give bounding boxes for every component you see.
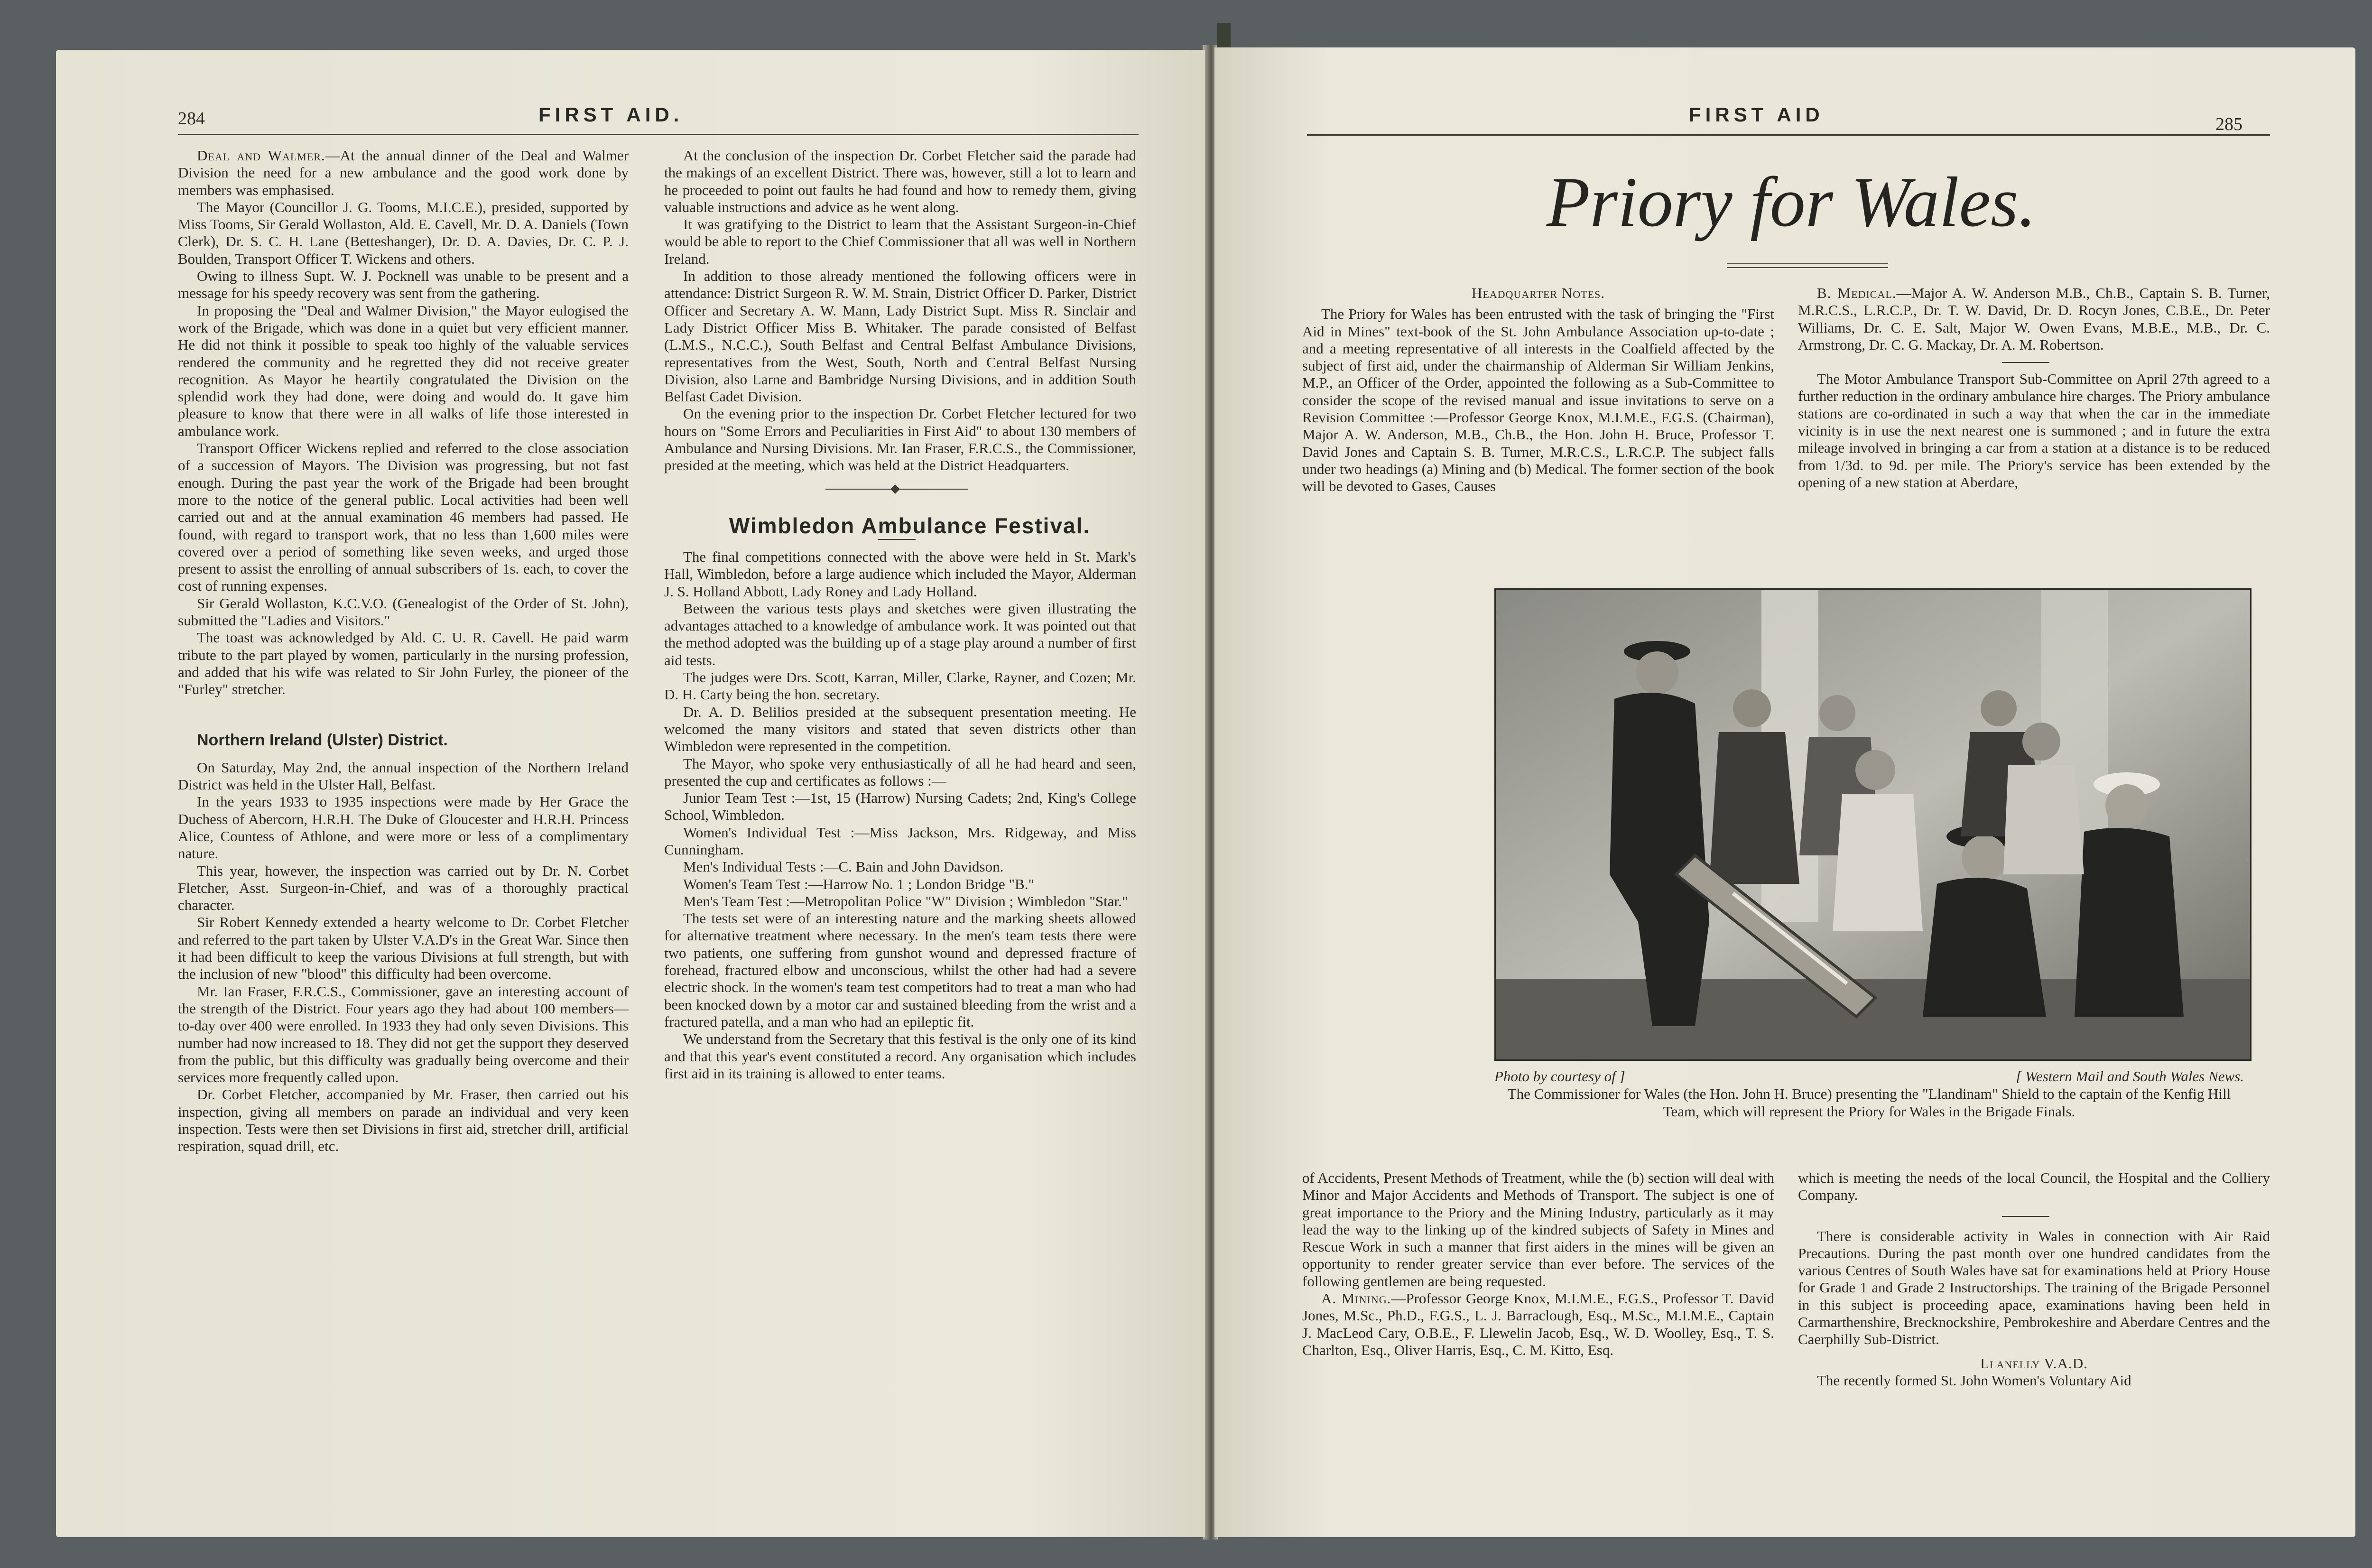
paragraph: —At the annual dinner of the Deal and Walmer Division the need for a new ambulance and the good work done by members was emphasised. — [178, 147, 629, 198]
paragraph: Mr. Ian Fraser, F.R.C.S., Commissioner, gave an interesting account of the strength of the District. Four years ago they had about 100 members—to-day over 400 were enrolled. In 1933 they had only seven Divisions. This number had now increased to 18. They did not get the support they deserved from the public, but this difficulty was gradually being overcome and their services more frequently called upon. — [178, 983, 629, 1086]
paragraph: We understand from the Secretary that this festival is the only one of its kind and that this year's event constituted a record. Any organisation which includes first aid in its training is allowed to enter teams. — [664, 1030, 1136, 1082]
paragraph: There is considerable activity in Wales in connection with Air Raid Precautions. During the past month over one hundred candidates from the various Centres of South Wales have sat for examinations held at Priory House for Grade 1 and Grade 2 Instructorships. The training of the Brigade Personnel in this subject is proceeding apace, examinations having been held in Carmarthenshire, Brecknockshire, Pembrokeshire and Aberdare Centres and the Caerphilly Sub-District. — [1798, 1227, 2270, 1348]
paragraph: The Priory for Wales has been entrusted with the task of bringing the "First Aid in Mines" text-book of the St. John Ambulance Association up-to-date ; and a meeting representative of all interests in the Coalfield affected by the subject of first aid, under the chairmanship of Alderman Sir William Jenkins, M.P., an Officer of the Order, appointed the following as a Sub-Committee to consider the scope of the revised manual and issue invitations to serve on a Revision Committee :—Professor George Knox, M.I.M.E., F.G.S. (Chairman), Major A. W. Anderson, M.B., Ch.B., the Hon. John H. Bruce, Professor T. David Jones and Captain S. B. Turner, M.R.C.S., L.R.C.P. The subject falls under two headings (a) Mining and (b) Medical. The former section of the book will be devoted to Gases, Causes — [1302, 306, 1774, 495]
presentation-photo — [1494, 588, 2252, 1061]
paragraph: Transport Officer Wickens replied and referred to the close association of a succession of Mayors. The Division was progressing, but not fast enough. During the past year the work of the Brigade had been brought more to the notice of the general public. Local activities had been well carried out and at the annual examination 46 members had passed. He found, with regard to transport work, that no less than 1,600 miles were covered over a period of something like seven weeks, and urged those present to assist the enrolling of annual subscribers of 1s. each, to cover the cost of running expenses. — [178, 440, 629, 594]
paragraph: —Major A. W. Anderson M.B., Ch.B., Captain S. B. Turner, M.R.C.S., L.R.C.P., Dr. T. W. David, Dr. D. Rocyn Jones, C.B.E., Dr. Peter Williams, Dr. C. E. Salt, Major W. Owen Evans, M.B.E., M.B., Dr. C. Armstrong, Dr. C. G. Mackay, Dr. A. M. Robertson. — [1798, 285, 2270, 353]
right-column-1-lower — [1302, 1169, 1774, 1359]
left-running-header: FIRST AID. — [538, 103, 684, 126]
left-header-rule — [178, 134, 1139, 135]
mining-heading: A. Mining. — [1321, 1290, 1391, 1307]
paragraph: On the evening prior to the inspection Dr. Corbet Fletcher lectured for two hours on "Some Errors and Peculiarities in First Aid" to about 130 members of Ambulance and Nursing Divisions. Mr. Ian Fraser, F.R.C.S., the Commissioner, presided at the meeting, which was held at the District Headquarters. — [664, 405, 1136, 474]
paragraph: The judges were Drs. Scott, Karran, Miller, Clarke, Rayner, and Cozen; Mr. D. H. Carty being the hon. secretary. — [664, 669, 1136, 703]
right-running-header: FIRST AID — [1689, 103, 1824, 126]
paragraph: Sir Robert Kennedy extended a hearty welcome to Dr. Corbet Fletcher and referred to the part taken by Ulster V.A.D's in the Great War. Since then it had been difficult to keep the various Divisions at full strength, but with the inclusion of new "blood" this difficulty had been overcome. — [178, 914, 629, 983]
paragraph: Sir Gerald Wollaston, K.C.V.O. (Genealogist of the Order of St. John), submitted the "Ladies and Visitors." — [178, 594, 629, 629]
paragraph: Men's Individual Tests :—C. Bain and John Davidson. — [683, 858, 1004, 875]
paragraph: In proposing the "Deal and Walmer Division," the Mayor eulogised the work of the Brigade, which was done in a quiet but very efficient manner. He did not think it possible to speak too highly of the valuable services rendered the community and he regretted they did not receive greater recognition. As Mayor he heartily congratulated the Division on the splendid work they had done, were doing and would do. It gave him pleasure to know that there were in all walks of life those interested in ambulance work. — [178, 302, 629, 439]
photo-caption — [1490, 1067, 2249, 1120]
paragraph: At the conclusion of the inspection Dr. Corbet Fletcher said the parade had the makings of an excellent District. There was, however, still a lot to learn and he proceeded to point out faults he had found and how to remedy them, giving valuable instructions and advice as he went along. — [664, 147, 1136, 215]
paragraph: This year, however, the inspection was carried out by Dr. N. Corbet Fletcher, Asst. Surgeon-in-Chief, and was of a thoroughly practical character. — [178, 862, 629, 914]
paragraph: Between the various tests plays and sketches were given illustrating the advantages attached to a knowledge of ambulance work. It was pointed out that the method adopted was the building up of a stage play around a number of first aid tests. — [664, 600, 1136, 668]
medical-heading: B. Medical. — [1817, 285, 1897, 301]
priory-for-wales-title: Priory for Wales. — [1547, 163, 2036, 241]
paragraph: The toast was acknowledged by Ald. C. U. R. Cavell. He paid warm tribute to the part played by women, particularly in the nursing profession, and added that his wife was related to Sir John Furley, the pioneer of the "Furley" stretcher. — [178, 629, 629, 698]
right-column-2-lower — [1798, 1169, 2270, 1389]
northern-ireland-heading: Northern Ireland (Ulster) District. — [197, 731, 448, 749]
paragraph: In the years 1933 to 1935 inspections were made by Her Grace the Duchess of Abercorn, H.R.H. The Duke of Gloucester and H.R.H. Princess Alice, Countess of Athlone, and were more or less of a complimentary nature. — [178, 793, 629, 862]
left-column-2 — [664, 147, 1136, 1082]
title-rule — [1727, 267, 1888, 268]
paragraph: The tests set were of an interesting nature and the marking sheets allowed for alternative treatment where necessary. In the men's team tests there were two patients, one suffering from gunshot wound and depressed fracture of forehead, fractured elbow and unconscious, whilst the other had had a severe electric shock. In the women's team test competitors had to treat a man who had been knocked down by a motor car and sustained bleeding from the wrist and a fractured patella, and a man who had an epileptic fit. — [664, 910, 1136, 1030]
right-column-1 — [1302, 285, 1774, 495]
right-column-2 — [1798, 285, 2270, 491]
paragraph: Junior Team Test :—1st, 15 (Harrow) Nursing Cadets; 2nd, King's College School, Wimbledon. — [664, 789, 1136, 824]
bookmark-tab — [1217, 23, 1231, 49]
wimbledon-heading: Wimbledon Ambulance Festival. — [729, 513, 1091, 538]
headquarter-notes-heading: Headquarter Notes. — [1471, 285, 1605, 301]
photo-credit-left: Photo by courtesy of ] — [1494, 1068, 1625, 1085]
caption-text: The Commissioner for Wales (the Hon. John H. Bruce) presenting the "Llandinam" Shield to the captain of the Kenfig Hill Team, which will represent the Priory for Wales in the Brigade Finals. — [1507, 1086, 2231, 1120]
paragraph: It was gratifying to the District to learn that the Assistant Surgeon-in-Chief would be able to report to the Chief Commissioner that all was well in Northern Ireland. — [664, 216, 1136, 267]
paragraph: Women's Individual Test :—Miss Jackson, Mrs. Ridgeway, and Miss Cunningham. — [664, 824, 1136, 858]
section-ornament — [664, 474, 1136, 503]
title-rule — [1727, 263, 1888, 264]
llanelly-heading: Llanelly V.A.D. — [1980, 1355, 2088, 1372]
paragraph: Dr. Corbet Fletcher, accompanied by Mr. Fraser, then carried out his inspection, giving all members on parade an individual and very keen inspection. Tests were then set Divisions in first aid, stretcher drill, artificial respiration, squad drill, etc. — [178, 1086, 629, 1155]
paragraph: —Professor George Knox, M.I.M.E., F.G.S., Professor T. David Jones, M.Sc., Ph.D., F.G.S., L. J. Barraclough, Esq., M.Sc., M.I.M.E., Captain J. MacLeod Cary, O.B.E., F. Llewelin Jacob, Esq., W. D. Woolley, Esq., T. S. Charlton, Esq., Oliver Harris, Esq., C. M. Kitto, Esq. — [1302, 1290, 1774, 1358]
deal-walmer-heading: Deal and Walmer. — [197, 147, 325, 164]
right-header-rule — [1307, 134, 2270, 136]
paragraph: In addition to those already mentioned the following officers were in attendance: District Surgeon R. W. M. Strain, District Officer D. Parker, District Officer and Secretary A. W. Mann, Lady District Supt. Miss R. Sinclair and Lady District Officer Miss B. Whitaker. The parade consisted of Belfast (L.M.S., N.C.C.), South Belfast and Central Belfast Ambulance Divisions, representatives from the West, South, North and Central Belfast Nursing Division, also Larne and Bambridge Nursing Divisions, and in addition South Belfast Cadet Division. — [664, 268, 1136, 405]
paragraph: of Accidents, Present Methods of Treatment, while the (b) section will deal with Minor and Major Accidents and Methods of Transport. The subject is one of great importance to the Priory and the Mining Industry, particularly as it may lead the way to the linking up of the kindred subjects of Safety in Mines and Rescue Work in such a manner that first aiders in the mines will be given an opportunity to render greater service than ever before. The services of the following gentlemen are being requested. — [1302, 1169, 1774, 1290]
paragraph: which is meeting the needs of the local Council, the Hospital and the Colliery Company. — [1798, 1169, 2270, 1204]
right-page-number: 285 — [2215, 114, 2242, 134]
photo-illustration — [1496, 590, 2250, 1059]
left-column-1 — [178, 147, 629, 1155]
paragraph: The Motor Ambulance Transport Sub-Committee on April 27th agreed to a further reduction in the ordinary ambulance hire charges. The Priory ambulance stations are co-ordinated in such a way that when the car in the immediate vicinity is in use the next nearest one is summoned ; and in future the extra mileage involved in bringing a car from a station at a distance is to be reduced from 1/3d. to 9d. per mile. The Priory's service has been extended by the opening of a new station at Aberdare, — [1798, 371, 2270, 491]
paragraph: The recently formed St. John Women's Voluntary Aid — [1817, 1372, 2131, 1389]
paragraph: The Mayor, who spoke very enthusiastically of all he had heard and seen, presented the cup and certificates as follows :— — [664, 755, 1136, 789]
paragraph: The Mayor (Councillor J. G. Tooms, M.I.C.E.), presided, supported by Miss Tooms, Sir Gerald Wollaston, Ald. E. Cavell, Mr. D. A. Daniels (Town Clerk), Dr. S. C. H. Lane (Betteshanger), Dr. D. A. Davies, Dr. C. P. J. Boulden, Transport Officer T. Wickens and others. — [178, 198, 629, 267]
paragraph: Dr. A. D. Belilios presided at the subsequent presentation meeting. He welcomed the many visitors and stated that seven districts other than Wimbledon were represented in the competition. — [664, 703, 1136, 755]
paragraph: The final competitions connected with the above were held in St. Mark's Hall, Wimbledon, before a large audience which included the Mayor, Alderman J. S. Holland Abbott, Lady Roney and Lady Holland. — [664, 548, 1136, 600]
photo-credit-right: [ Western Mail and South Wales News. — [2016, 1068, 2244, 1085]
paragraph: Owing to illness Supt. W. J. Pocknell was unable to be present and a message for his speedy recovery was sent from the gathering. — [178, 268, 629, 302]
paragraph: Women's Team Test :—Harrow No. 1 ; London Bridge "B." — [683, 875, 1035, 892]
paragraph: On Saturday, May 2nd, the annual inspection of the Northern Ireland District was held in the Ulster Hall, Belfast. — [178, 759, 629, 793]
left-page-number: 284 — [178, 109, 205, 129]
paragraph: Men's Team Test :—Metropolitan Police "W" Division ; Wimbledon "Star." — [683, 892, 1128, 909]
